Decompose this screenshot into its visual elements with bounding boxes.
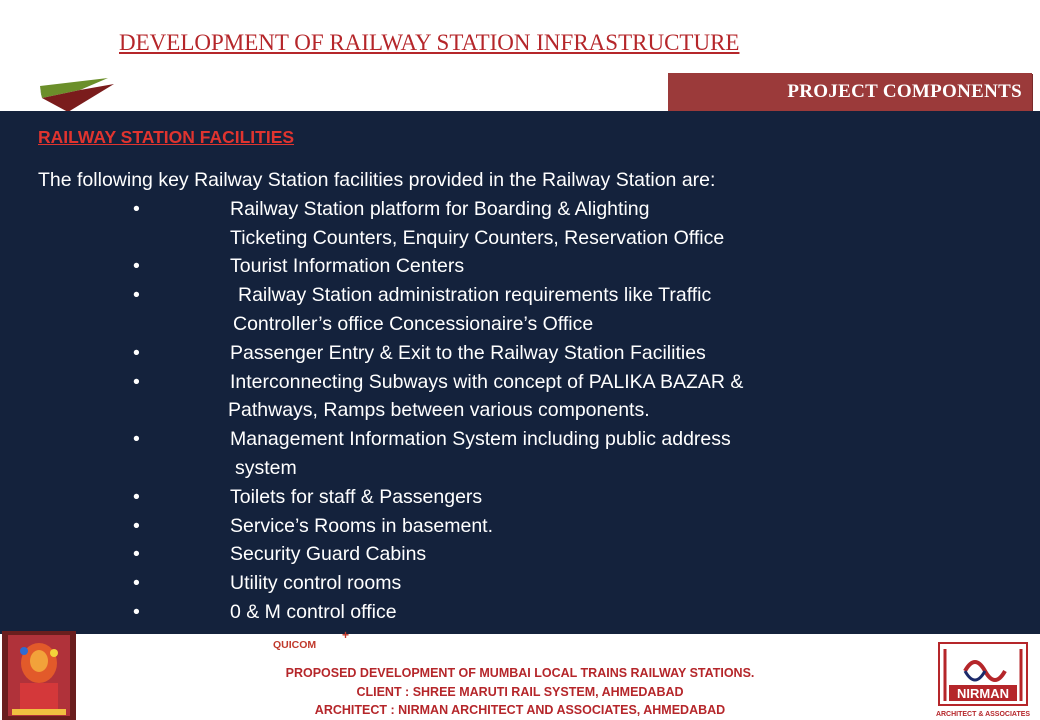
intro-text: The following key Railway Station facilities provided in the Railway Station are: xyxy=(38,169,716,191)
nirman-logo-icon xyxy=(935,641,1031,720)
list-item: Passenger Entry & Exit to the Railway Station Facilities xyxy=(230,342,706,364)
bullet-icon: • xyxy=(133,486,140,508)
quicom-label: QUICOM xyxy=(273,639,317,651)
list-item: Railway Station administration requirements like Traffic xyxy=(238,284,712,306)
logo-text: NIRMAN xyxy=(957,686,1009,701)
list-item: system xyxy=(235,457,297,479)
list-item: Tourist Information Centers xyxy=(230,255,465,277)
bullet-icon: • xyxy=(133,342,140,364)
bullet-icon: • xyxy=(133,515,140,537)
list-item: Controller’s office Concessionaire’s Office xyxy=(233,313,594,335)
list-item: Security Guard Cabins xyxy=(230,543,427,565)
section-tab-label: PROJECT COMPONENTS xyxy=(787,81,1022,102)
section-tab xyxy=(668,73,1032,111)
list-item: Pathways, Ramps between various components. xyxy=(228,399,650,421)
list-item: Interconnecting Subways with concept of PALIKA BAZAR & xyxy=(230,371,744,393)
plus-mark: + xyxy=(342,628,350,642)
footer-client-line: CLIENT : SHREE MARUTI RAIL SYSTEM, AHMEDABAD xyxy=(356,685,684,699)
bullet-icon: • xyxy=(133,572,140,594)
logo-subtext: ARCHITECT & ASSOCIATES xyxy=(935,711,1031,718)
list-item: Toilets for staff & Passengers xyxy=(230,486,483,508)
list-item: Service’s Rooms in basement. xyxy=(230,515,494,537)
bullet-icon: • xyxy=(133,198,140,220)
bullet-icon: • xyxy=(133,284,140,306)
list-item: 0 & M control office xyxy=(230,601,397,623)
list-item: Utility control rooms xyxy=(230,572,402,594)
bullet-icon: • xyxy=(133,543,140,565)
bullet-icon: • xyxy=(133,371,140,393)
bullet-icon: • xyxy=(133,601,140,623)
arrow-logo-icon xyxy=(38,76,118,112)
bullet-icon: • xyxy=(133,428,140,450)
list-item: Railway Station platform for Boarding & Alighting xyxy=(230,198,650,220)
section-heading: RAILWAY STATION FACILITIES xyxy=(38,127,295,147)
footer-project-line: PROPOSED DEVELOPMENT OF MUMBAI LOCAL TRAINS RAILWAY STATIONS. xyxy=(285,666,755,680)
page-title: DEVELOPMENT OF RAILWAY STATION INFRASTRUCTURE xyxy=(119,30,740,55)
list-item: Management Information System including public address xyxy=(230,428,731,450)
bullet-icon: • xyxy=(133,255,140,277)
list-item: Ticketing Counters, Enquiry Counters, Reservation Office xyxy=(230,227,725,249)
footer-architect-line: ARCHITECT : NIRMAN ARCHITECT AND ASSOCIATES, AHMEDABAD xyxy=(314,703,726,717)
